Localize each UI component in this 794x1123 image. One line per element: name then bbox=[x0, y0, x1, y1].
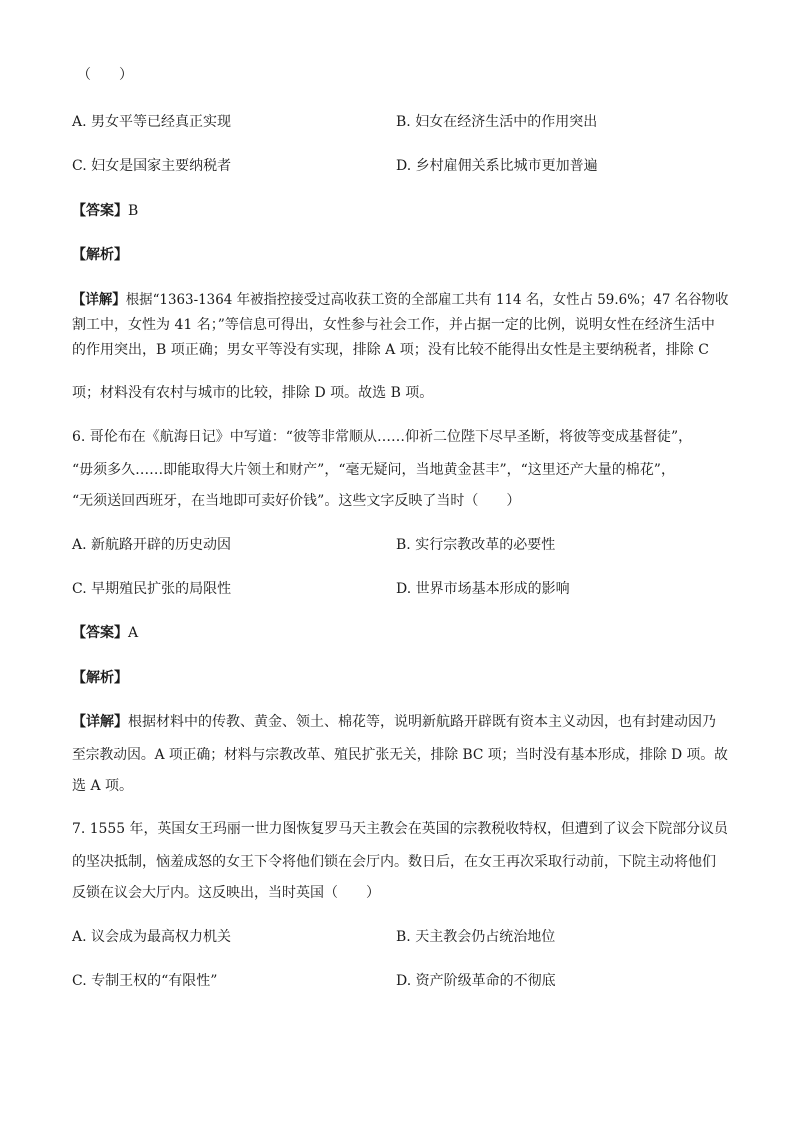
q6-detail-line-3: 选 A 项。 bbox=[72, 778, 134, 794]
option-a: A. 男女平等已经真正实现 bbox=[72, 114, 232, 130]
q7-stem-line-3: 反锁在议会大厅内。这反映出，当时英国（ ） bbox=[72, 885, 380, 901]
detail-line-1: 【详解】根据“1363-1364 年被指控接受过高收获工资的全部雇工共有 114 名，女性占 59.6%；47 名谷物收 bbox=[72, 292, 729, 308]
q6-option-b: B. 实行宗教改革的必要性 bbox=[396, 537, 556, 553]
q6-answer-line bbox=[72, 624, 138, 642]
analysis-tag: 【解析】 bbox=[72, 247, 128, 263]
answer-tag: 【答案】 bbox=[72, 203, 128, 219]
detail-line-2: 割工中，女性为 41 名；”等信息可得出，女性参与社会工作，并占据一定的比例，说明女性在经济生活中 bbox=[72, 317, 715, 333]
option-c: C. 妇女是国家主要纳税者 bbox=[72, 158, 232, 174]
q7-option-c: C. 专制王权的“有限性” bbox=[72, 973, 218, 989]
q6-option-d: D. 世界市场基本形成的影响 bbox=[396, 581, 570, 597]
q6-option-c: C. 早期殖民扩张的局限性 bbox=[72, 581, 232, 597]
answer-line bbox=[72, 202, 138, 220]
detail-tag: 【详解】 bbox=[72, 292, 126, 308]
q6-detail-tag: 【详解】 bbox=[72, 714, 128, 730]
q6-stem-line-1: 6. 哥伦布在《航海日记》中写道：“彼等非常顺从……仰祈二位陛下尽早圣断，将彼等变成基督徒”， bbox=[72, 429, 693, 445]
q6-answer-tag: 【答案】 bbox=[72, 625, 128, 641]
q7-option-b: B. 天主教会仍占统治地位 bbox=[396, 929, 556, 945]
option-d: D. 乡村雇佣关系比城市更加普遍 bbox=[396, 158, 598, 174]
q6-stem-line-3: “无须送回西班牙，在当地即可卖好价钱”。这些文字反映了当时（ ） bbox=[72, 493, 521, 509]
q7-option-a: A. 议会成为最高权力机关 bbox=[72, 929, 232, 945]
q7-option-d: D. 资产阶级革命的不彻底 bbox=[396, 973, 556, 989]
q7-stem-line-2: 的坚决抵制，恼羞成怒的女王下令将他们锁在会厅内。数日后，在女王再次采取行动前，下院主动将他们 bbox=[72, 854, 716, 870]
q6-answer-value: A bbox=[128, 625, 139, 641]
q6-detail-line-2: 至宗教动因。A 项正确；材料与宗教改革、殖民扩张无关，排除 BC 项；当时没有基本形成，排除 D 项。故 bbox=[72, 747, 728, 763]
q6-stem-line-2: “毋须多久……即能取得大片领土和财产”，“毫无疑问，当地黄金甚丰”，“这里还产大量的棉花”， bbox=[72, 462, 675, 478]
detail-line-4: 项；材料没有农村与城市的比较，排除 D 项。故选 B 项。 bbox=[72, 385, 434, 401]
q6-option-a: A. 新航路开辟的历史动因 bbox=[72, 537, 232, 553]
detail-line-3: 的作用突出，B 项正确；男女平等没有实现，排除 A 项；没有比较不能得出女性是主要纳税者，排除 C bbox=[72, 342, 709, 358]
q6-detail-line-1: 【详解】根据材料中的传教、黄金、领土、棉花等，说明新航路开辟既有资本主义动因，也有封建动因乃 bbox=[72, 714, 716, 730]
q7-stem-line-1: 7. 1555 年，英国女王玛丽一世力图恢复罗马天主教会在英国的宗教税收特权，但遭到了议会下院部分议员 bbox=[72, 821, 728, 837]
answer-value: B bbox=[128, 203, 139, 219]
option-b: B. 妇女在经济生活中的作用突出 bbox=[396, 114, 598, 130]
q6-analysis-tag: 【解析】 bbox=[72, 670, 128, 686]
question-stem-tail: （ ） bbox=[77, 67, 133, 83]
